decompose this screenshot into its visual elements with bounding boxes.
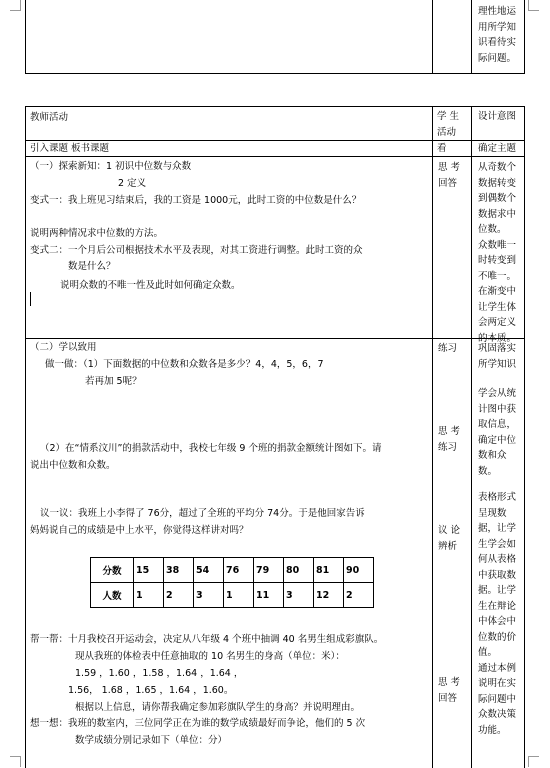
crop-mark-bottom-right [528, 756, 539, 767]
crop-mark-bottom-left [10, 756, 21, 767]
section1-design: 从奇数个 数据转变 到偶数个 数据求中 位数。 众数唯一 时转变到 不唯一。 在渐变中 让学生体 会两定义 的本质。 [478, 162, 517, 344]
section2-student-c: 议 论 辨析 [438, 525, 461, 552]
header-student: 学 生 活动 [437, 111, 460, 138]
score-label: 分数 [91, 558, 134, 583]
intro-design: 确定主题 [478, 143, 517, 154]
intro-student: 看 [437, 143, 447, 154]
section2-design-a: 巩固落实 所学知识 [478, 343, 517, 370]
section2-student-b: 思 考 练习 [438, 426, 461, 453]
section2-design-b: 学会从统 计图中获 取信息， 确定中位 数和众 数。 [478, 388, 517, 477]
header-teacher: 教师活动 [30, 112, 69, 123]
crop-mark-top-left [10, 0, 21, 11]
text-cursor [30, 292, 31, 306]
count-label: 人数 [91, 583, 134, 608]
table-row: 分数 15 38 54 76 79 80 81 90 [91, 558, 374, 583]
header-design: 设计意图 [478, 111, 517, 122]
score-table [90, 557, 374, 608]
table-row: 人数 1 2 3 1 11 3 12 2 [91, 583, 374, 608]
section2-design-c: 表格形式 呈现数 据，让学 生学会如 何从表格 中获取数 据。让学 生在辩论 中体会中 位数的价 值。 通过本例 说明在实 际问题中 众数决策 功能。 [478, 492, 517, 736]
intro-teacher: 引入课题 板书课题 [30, 143, 110, 154]
crop-mark-top-right [528, 0, 539, 11]
top-design-text: 理性地运 用所学知 识看待实 际问题。 [478, 6, 517, 64]
section2-student-d: 思 考 回答 [438, 677, 461, 704]
section2-student-a: 练习 [438, 343, 458, 354]
section1-student: 思 考 回答 [438, 162, 461, 189]
